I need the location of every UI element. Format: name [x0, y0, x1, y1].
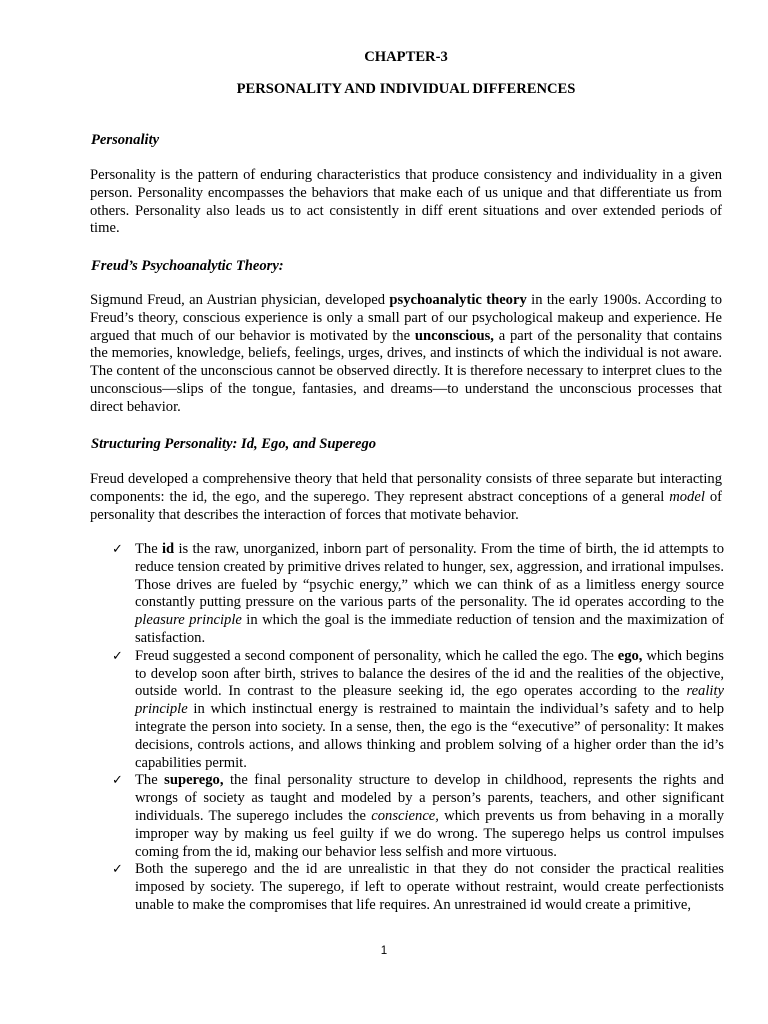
term-unconscious: unconscious,: [414, 327, 494, 344]
term-psychoanalytic-theory: psychoanalytic theory: [389, 292, 527, 308]
term-model: model: [669, 488, 705, 505]
list-item-superego: [112, 772, 724, 861]
text-span: Sigmund Freud, an Austrian physician, developed: [90, 292, 390, 308]
text-span: The: [135, 772, 165, 789]
term-ego: ego,: [617, 647, 643, 664]
heading-structuring-personality: Structuring Personality: Id, Ego, and Superego: [91, 436, 377, 452]
term-id: id: [161, 541, 175, 557]
text-span: the final personality structure to develop in childhood, represents the rights and wrongs of society as taught and modeled by a person’s parents, teachers, and other significant individuals. The superego includes the: [135, 772, 724, 824]
paragraph-freud-theory: [90, 292, 722, 417]
component-list: [112, 541, 724, 915]
document-title: PERSONALITY AND INDIVIDUAL DIFFERENCES: [236, 81, 576, 97]
text-span: in which instinctual energy is restrained to maintain the individual’s safety and to help integrate the person into society. In a sense, then, the ego is the “executive” of personality: It makes decisions, controls actions, and allows thinking and problem solving of a higher order than the id’s capabilities permit.: [135, 701, 724, 771]
term-pleasure-principle: pleasure principle: [135, 612, 242, 629]
paragraph-personality: Personality is the pattern of enduring characteristics that produce consistency and individuality in a given person. Personality encompasses the behaviors that make each of us unique and that differentiate us from others. Personality also leads us to act consistently in diff erent situations and over extended periods of time.: [90, 167, 722, 237]
checkmark-icon: ✓: [112, 773, 123, 789]
text-span: which begins to develop soon after birth, strives to balance the desires of the id and the realities of the objective, outside world. In contrast to the pleasure seeking id, the ego operates according to the: [135, 647, 724, 700]
heading-personality: Personality: [91, 132, 160, 148]
checkmark-icon: ✓: [112, 542, 123, 557]
paragraph-structuring: [90, 471, 722, 524]
text-span: of personality that describes the interaction of forces that motivate behavior.: [90, 488, 722, 523]
text-span: Freud developed a comprehensive theory that held that personality consists of three separate but interacting components: the id, the ego, and the superego. They represent abstract conceptions of a general: [90, 471, 722, 505]
term-conscience: conscience,: [371, 807, 439, 824]
heading-freud-theory: Freud’s Psychoanalytic Theory:: [91, 258, 284, 274]
list-item-ego: [112, 648, 724, 773]
text-span: in the early 1900s. According to Freud’s theory, conscious experience is only a small part of our psychological makeup and experience. He argued that much of our behavior is motivated by the: [90, 292, 722, 344]
list-item-text: Both the superego and the id are unrealistic in that they do not consider the practical realities imposed by society. The superego, if left to operate without restraint, would create perfectionists unable to make the compromises that life requires. An unrestrained id would create a primitive,: [135, 861, 724, 913]
list-item-id: [112, 541, 724, 648]
term-reality-principle: reality principle: [135, 683, 724, 718]
text-span: in which the goal is the immediate reduction of tension and the maximization of satisfaction.: [135, 612, 724, 646]
list-item-text: [135, 772, 724, 861]
text-span: The: [135, 541, 162, 557]
chapter-label: CHAPTER-3: [364, 49, 448, 65]
text-span: is the raw, unorganized, inborn part of personality. From the time of birth, the id attempts to reduce tension created by primitive drives related to hunger, sex, aggression, and irrational impulses. Those drives are fueled by “psychic energy,” which we can think of as a limitless energy source constantly putting pressure on the various parts of the personality. The id operates according to the: [135, 541, 724, 611]
text-span: a part of the personality that contains the memories, knowledge, beliefs, feelings, urges, drives, and instincts of which the individual is not aware. The content of the unconscious cannot be observed directly. It is therefore necessary to interpret clues to the unconscious—slips of the tongue, fantasies, and dreams—to understand the unconscious processes that direct behavior.: [90, 327, 722, 415]
term-superego: superego,: [164, 772, 224, 789]
text-span: which prevents us from behaving in a morally improper way by making us feel guilty if we do wrong. The superego helps us control impulses coming from the id, making our behavior less selfish and more virtuous.: [135, 807, 724, 860]
list-item-both: [112, 861, 724, 914]
list-item-text: [135, 648, 724, 773]
text-span: Freud suggested a second component of personality, which he called the ego. The: [135, 647, 618, 664]
checkmark-icon: ✓: [112, 648, 123, 664]
checkmark-icon: ✓: [112, 862, 123, 878]
page-number: 1: [380, 945, 388, 957]
list-item-text: [135, 541, 724, 648]
